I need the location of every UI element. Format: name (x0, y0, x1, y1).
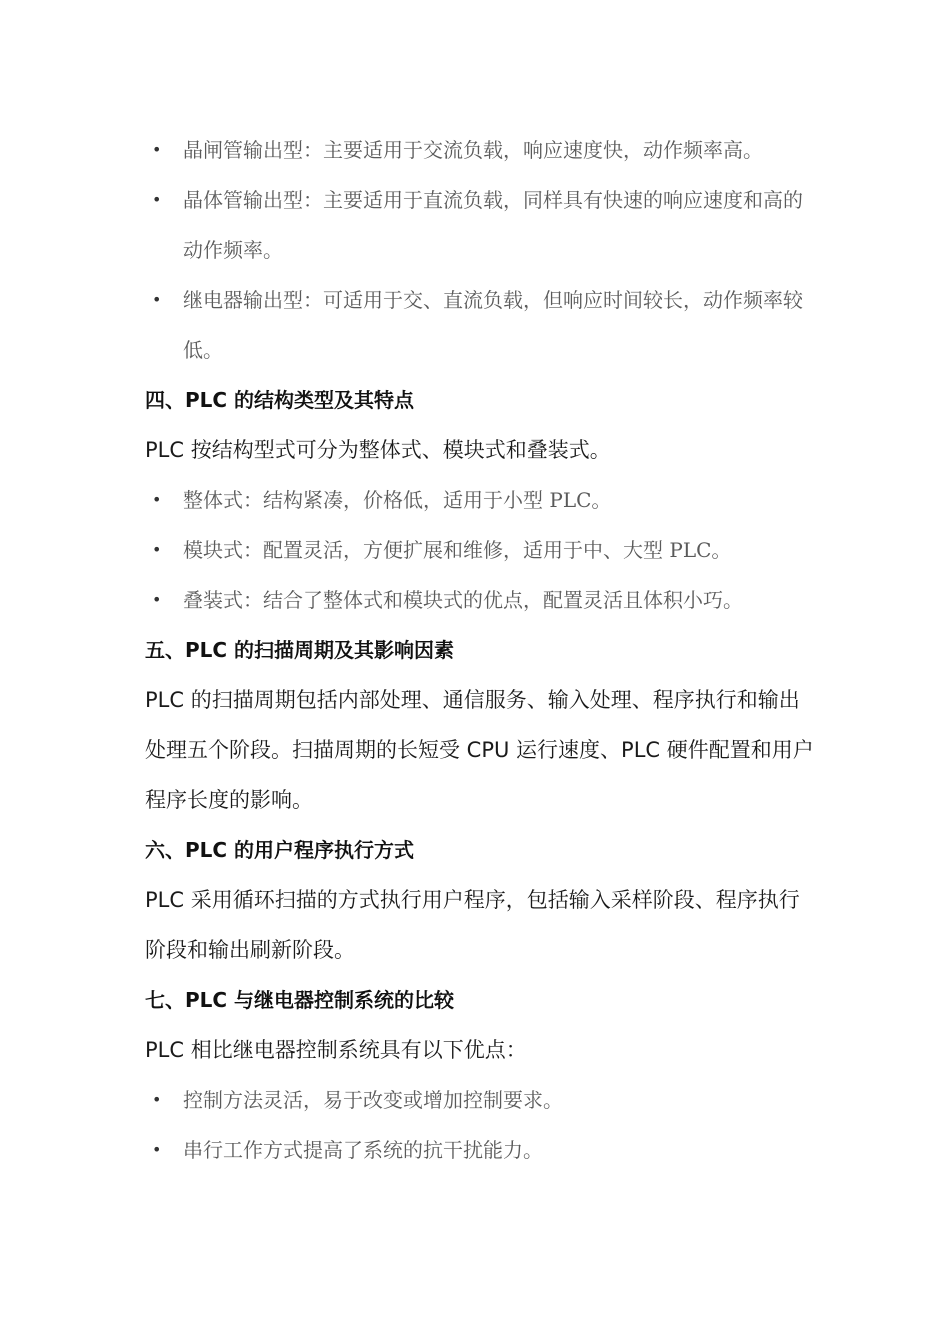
bullet-icon: • (152, 1090, 162, 1109)
structure-types-list (145, 475, 815, 625)
list-item: • 模块式：配置灵活，方便扩展和维修，适用于中、大型 PLC。 (145, 525, 815, 575)
list-item: • 继电器输出型：可适用于交、直流负载，但响应时间较长，动作频率较低。 (145, 275, 815, 375)
paragraph-structure-intro: PLC 按结构型式可分为整体式、模块式和叠装式。 (145, 438, 611, 462)
bullet-icon: • (152, 540, 162, 559)
section-heading-execution-mode: 六、PLC 的用户程序执行方式 (145, 838, 415, 862)
bullet-icon: • (152, 590, 162, 609)
list-item: • 串行工作方式提高了系统的抗干扰能力。 (145, 1125, 815, 1175)
bullet-icon: • (152, 1140, 162, 1159)
paragraph-execution-mode: PLC 采用循环扫描的方式执行用户程序，包括输入采样阶段、程序执行阶段和输出刷新阶段。 (145, 888, 800, 962)
list-item: • 控制方法灵活，易于改变或增加控制要求。 (145, 1075, 815, 1125)
list-item: • 晶闸管输出型：主要适用于交流负载，响应速度快，动作频率高。 (145, 125, 815, 175)
section-heading-structure-types: 四、PLC 的结构类型及其特点 (145, 388, 415, 412)
bullet-icon: • (152, 190, 162, 209)
document-content (145, 125, 815, 1175)
output-types-list (145, 125, 815, 375)
list-item: • 叠装式：结合了整体式和模块式的优点，配置灵活且体积小巧。 (145, 575, 815, 625)
list-item: • 整体式：结构紧凑，价格低，适用于小型 PLC。 (145, 475, 815, 525)
bullet-icon: • (152, 290, 162, 309)
paragraph-relay-comparison: PLC 相比继电器控制系统具有以下优点： (145, 1038, 527, 1062)
list-item: • 晶体管输出型：主要适用于直流负载，同样具有快速的响应速度和高的动作频率。 (145, 175, 815, 275)
advantages-list (145, 1075, 815, 1175)
section-heading-scan-cycle: 五、PLC 的扫描周期及其影响因素 (145, 638, 455, 662)
bullet-icon: • (152, 490, 162, 509)
document-page (0, 125, 950, 1175)
bullet-icon: • (152, 140, 162, 159)
paragraph-scan-cycle: PLC 的扫描周期包括内部处理、通信服务、输入处理、程序执行和输出处理五个阶段。扫描周期的长短受 CPU 运行速度、PLC 硬件配置和用户程序长度的影响。 (145, 688, 814, 812)
section-heading-relay-comparison: 七、PLC 与继电器控制系统的比较 (145, 988, 455, 1012)
